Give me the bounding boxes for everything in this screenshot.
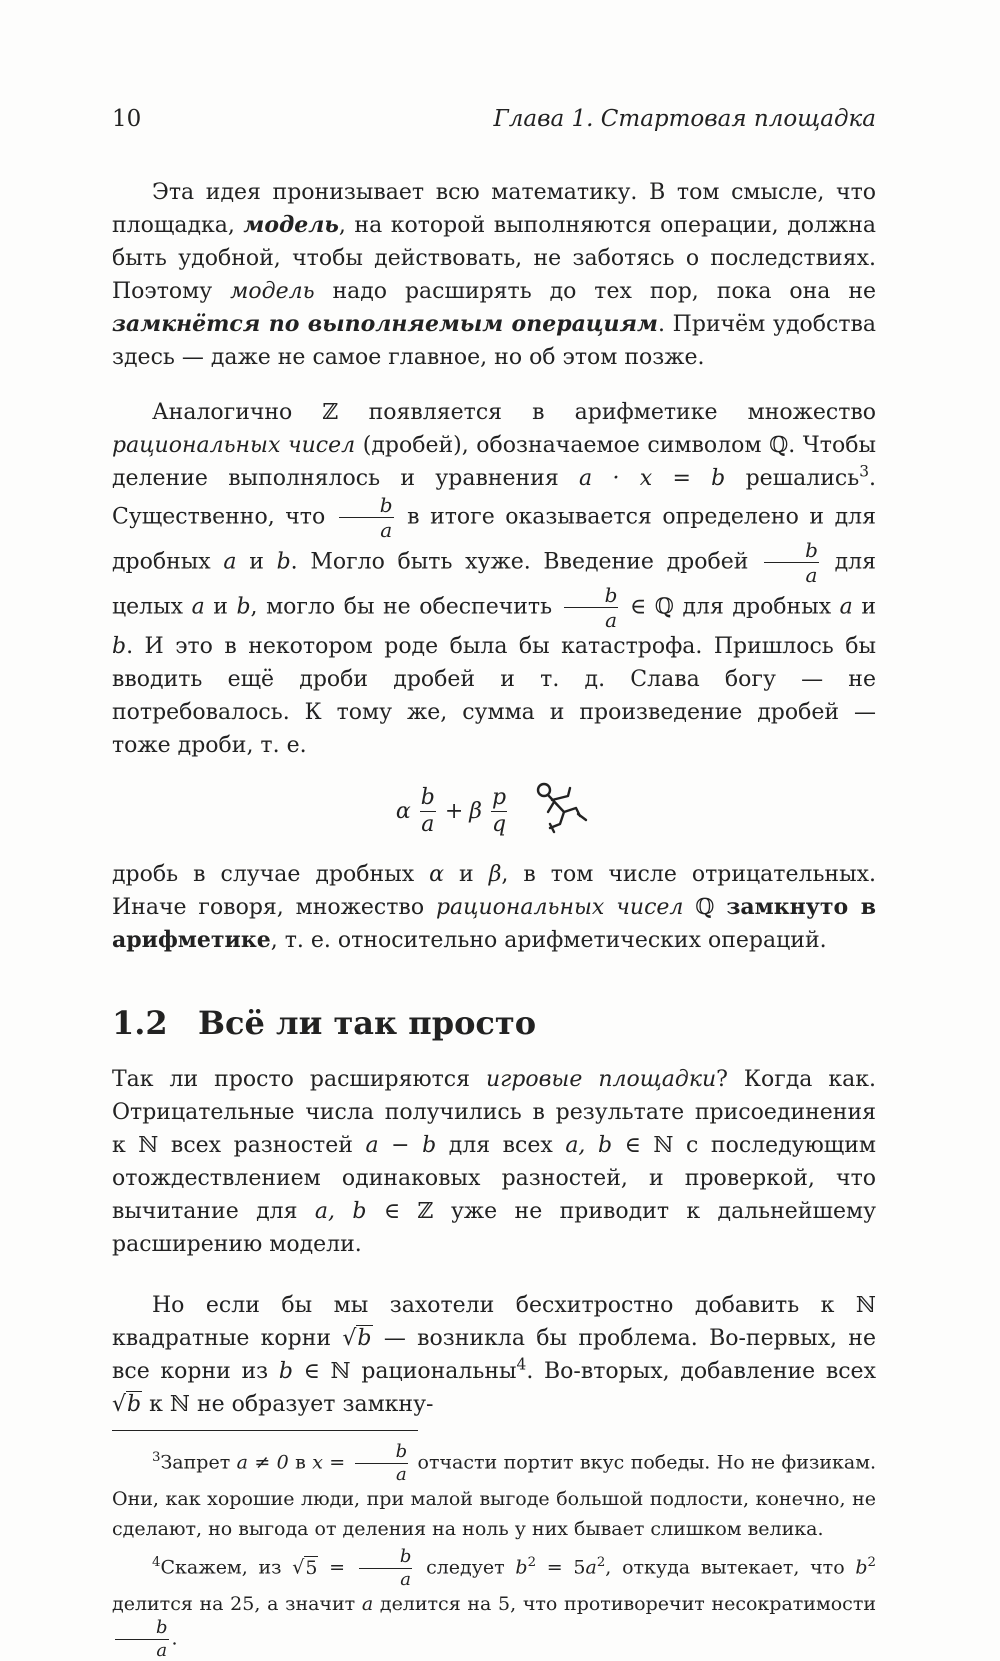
var-a: a [839, 594, 853, 620]
equation-ax-b: a · x = b [579, 466, 726, 491]
term-rational-numbers: рациональных чисел [112, 433, 356, 458]
text-run: , могло бы не обеспечить [250, 594, 561, 620]
footnotes [112, 1443, 876, 1660]
text-run: Так ли просто расширяются [112, 1067, 486, 1092]
expr-x-eq: x = [312, 1451, 352, 1474]
text-run: решались [725, 466, 860, 491]
text-run: дробь в случае дробных [112, 862, 430, 887]
sqrt-5 [292, 1556, 318, 1579]
expr-a-neq-0: a ≠ 0 [236, 1451, 289, 1474]
fraction-b-over-a [355, 1443, 409, 1484]
footnote-4 [112, 1548, 876, 1660]
frac-denominator: a [400, 1569, 411, 1590]
text-run: ? Когда как. Отрицательные числа получились в результате присоединения к ℕ всех разностей [112, 1067, 876, 1158]
text-run: Аналогично ℤ появляется в арифметике множество [152, 400, 876, 425]
text-run: Скажем, из [160, 1556, 293, 1579]
frac-denominator: a [156, 1640, 168, 1661]
sqrt-b [112, 1391, 142, 1417]
fraction-b-over-a [359, 1548, 413, 1589]
text-run: Запрет [160, 1451, 237, 1474]
paragraph-1 [112, 176, 876, 374]
text-run: = 5 [536, 1556, 586, 1579]
frac-numerator: b [564, 585, 619, 608]
frac-denominator: a [396, 1464, 407, 1485]
text-run: делится на 25, а значит [112, 1593, 362, 1615]
text-run: для целых [112, 549, 876, 620]
text-run: , в том числе отрицательных. Иначе говоря, множество [112, 862, 877, 920]
text-run: . Причём удобства здесь — даже не самое главное, но об этом позже. [112, 312, 876, 370]
fraction-b-over-a [420, 784, 436, 837]
radicand: 5 [305, 1556, 318, 1579]
var-a: a [361, 1593, 374, 1615]
frac-numerator: b [420, 784, 435, 810]
text-run: для дробных [673, 594, 840, 620]
section-heading [112, 1003, 876, 1043]
expr-a-minus-b: a − b [365, 1133, 437, 1158]
text-run: надо расширять до тех пор, пока она не [314, 279, 877, 304]
term-model-bold: модель [243, 212, 339, 238]
var-a: a [585, 1556, 597, 1579]
text-run: (дробей), обозначаемое символом ℚ. Чтобы деление выполнялось и уравнения [112, 433, 876, 491]
fraction-b-over-a [115, 1619, 169, 1660]
symbol-beta: β [469, 798, 482, 824]
text-run: = [318, 1556, 356, 1579]
fraction-b-over-a [339, 495, 394, 540]
footnote-ref-4[interactable]: 4 [516, 1355, 527, 1374]
text-run: . [171, 1627, 178, 1650]
sqrt-b [342, 1325, 372, 1351]
text-run: и [236, 549, 277, 575]
text-run: ∈ ℤ уже не приводит к дальнейшему расширению модели. [112, 1199, 877, 1257]
text-run: , откуда вытекает, что [605, 1556, 856, 1579]
text-run: следует [415, 1556, 516, 1579]
text-run: , т. е. относительно арифметических операций. [270, 928, 827, 953]
frac-numerator: b [339, 495, 394, 518]
text-run: в итоге оказывается определено и для дробных [112, 504, 876, 575]
frac-numerator: b [115, 1619, 169, 1640]
running-head [112, 106, 876, 132]
frac-numerator: b [764, 540, 819, 563]
exponent-2: 2 [596, 1555, 606, 1571]
footnote-3 [112, 1443, 876, 1544]
text-run: . Могло быть хуже. Введение дробей [290, 549, 762, 575]
var-b: b [855, 1556, 868, 1579]
term-model-italic: модель [230, 279, 315, 304]
fraction-p-over-q [491, 784, 507, 837]
radical-sign: √ [112, 1392, 127, 1417]
footnote-mark: 3 [152, 1450, 161, 1466]
page-body [112, 176, 876, 1660]
radical-sign: √ [292, 1556, 305, 1579]
plus-sign: + [444, 798, 464, 824]
text-run: . Во-вторых, добавление всех [526, 1359, 876, 1384]
radicand: b [127, 1392, 142, 1417]
term-playgrounds: игровые площадки [485, 1067, 717, 1092]
text-run: Эта идея пронизывает всю математику. В том смысле, что площадка, [112, 180, 876, 238]
frac-denominator: a [805, 563, 818, 587]
text-run: делится на 5, что противоречит несократимости [373, 1593, 877, 1615]
text-run: к ℕ не образует замкну- [142, 1392, 434, 1417]
var-b: b [278, 1359, 293, 1384]
chapter-title: Глава 1. Стартовая площадка [493, 106, 876, 132]
term-closed-bold: замкнуто в арифметике [112, 894, 876, 953]
section-number: 1.2 [112, 1004, 168, 1042]
frac-numerator: b [359, 1548, 413, 1569]
frac-denominator: a [380, 518, 393, 542]
text-run: в [288, 1451, 313, 1474]
text-run: — возникла бы проблема. Во-первых, не все корни из [112, 1326, 876, 1384]
symbol-beta: β [488, 862, 502, 887]
paragraph-2 [112, 396, 876, 762]
text-run: ℚ [683, 895, 727, 920]
text-run: и [204, 594, 237, 620]
text-run: . Существенно, что [112, 466, 876, 530]
text-run: , на которой выполняются операции, должна быть удобной, чтобы действовать, не заботясь о последствиях. Поэтому [112, 213, 876, 304]
var-b: b [515, 1556, 528, 1579]
paragraph-3 [112, 858, 876, 957]
var-b: b [276, 549, 291, 575]
fraction-b-over-a [764, 540, 819, 585]
text-run: Но если бы мы захотели бесхитростно добавить к ℕ квадратные корни [112, 1293, 876, 1351]
symbol-alpha: α [429, 862, 444, 887]
var-a: a [191, 594, 205, 620]
var-b: b [112, 634, 127, 659]
var-a: a [223, 549, 237, 575]
paragraph-5 [112, 1289, 876, 1421]
paragraph-4 [112, 1063, 876, 1261]
footnote-ref-3[interactable]: 3 [859, 462, 869, 481]
radicand: b [357, 1326, 372, 1351]
var-b: b [236, 594, 251, 620]
frac-numerator: b [355, 1443, 409, 1464]
vars-a-b: a, b [565, 1133, 613, 1158]
frac-denominator: a [605, 608, 617, 632]
text-run: и [444, 862, 489, 887]
frac-denominator: q [492, 811, 507, 837]
exponent-2: 2 [527, 1555, 537, 1571]
vars-a-b: a, b [314, 1199, 367, 1224]
text-run: . И это в некотором роде была бы катастрофа. Пришлось бы вводить ещё дроби дробей и т. д. Слава богу — не потребовалось. К тому же, сумма и произведение дробей — тоже дроби, т. е. [112, 634, 876, 758]
text-run: ∈ ℕ рациональны [292, 1359, 517, 1384]
symbol-alpha: α [395, 798, 411, 824]
term-rational-numbers: рациональных чисел [435, 895, 684, 920]
page-number: 10 [112, 106, 142, 132]
frac-denominator: a [421, 811, 435, 837]
walking-man-icon [530, 780, 592, 842]
fraction-b-over-a [564, 585, 619, 630]
section-title: Всё ли так просто [198, 1004, 537, 1042]
text-run: отчасти портит вкус победы. Но не физикам. Они, как хорошие люди, при малой выгоде большой подлости, конечно, не сделают, но выгода от деления на ноль у них бывает слишком велика. [112, 1451, 877, 1540]
exponent-2: 2 [867, 1555, 876, 1571]
footnote-rule [112, 1430, 418, 1431]
frac-numerator: p [492, 784, 507, 810]
text-run: и [852, 594, 876, 620]
text-run: ∈ ℚ [621, 594, 674, 620]
text-run: для всех [436, 1133, 566, 1158]
footnote-mark: 4 [152, 1555, 161, 1571]
display-formula [112, 776, 876, 846]
text-run: ∈ ℕ с последующим отождествлением одинаковых разностей, и проверкой, что вычитание для [112, 1133, 877, 1224]
radical-sign: √ [342, 1326, 357, 1351]
term-closure-bold: замкнётся по выполняемым операциям [112, 311, 658, 337]
